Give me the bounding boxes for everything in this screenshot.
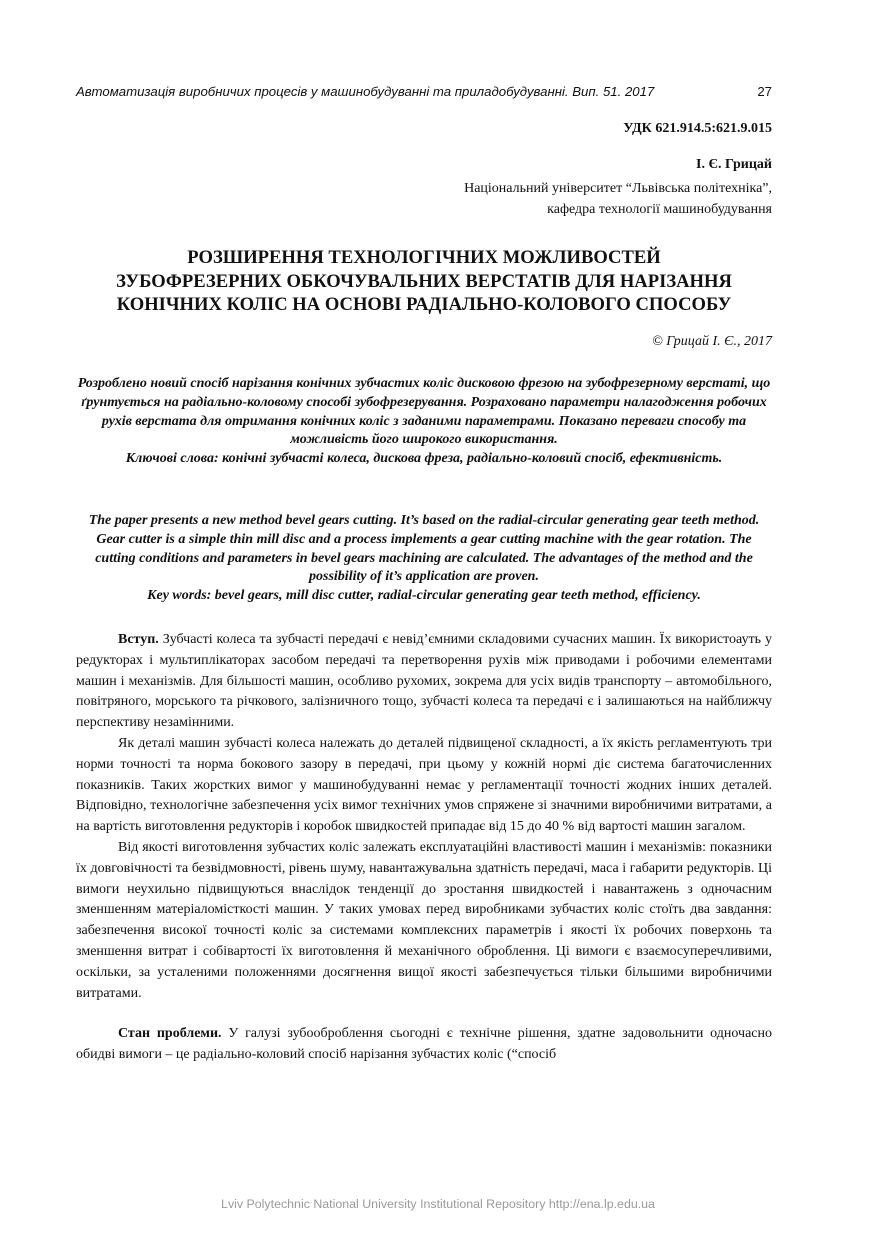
udc-code: УДК 621.914.5:621.9.015 [623, 121, 772, 136]
author-name: І. Є. Грицай [696, 157, 772, 172]
article-body [76, 630, 772, 1066]
journal-title: Автоматизація виробничих процесів у машинобудуванні та приладобудуванні. Вип. 51. 2017 [76, 84, 655, 99]
repository-footer: Lviv Polytechnic National University Institutional Repository http://ena.lp.edu.ua [221, 1197, 655, 1211]
affiliation-university: Національний університет “Львівська політехніка”, [464, 181, 772, 196]
running-header [76, 84, 772, 102]
paper-title [76, 246, 772, 317]
title-line-3: КОНІЧНИХ КОЛІС НА ОСНОВІ РАДІАЛЬНО-КОЛОВОГО СПОСОБУ [116, 294, 732, 315]
affiliation-department: кафедра технології машинобудування [547, 202, 772, 217]
problem-p1-text: У галузі зубооброблення сьогодні є технічне рішення, здатне задовольнити одночасно обидві вимоги – це радіально-коловий спосіб нарізання зубчастих коліс (“спосіб [76, 1026, 772, 1063]
abstract-ua-text: Розроблено новий спосіб нарізання конічних зубчастих коліс дисковою фрезою на зубофрезерному верстаті, що ґрунтується на радіально-коловому способі зубофрезерування. Розраховано параметри налагодження робочих рухів верстата для отримання конічних коліс з заданими параметрами. Показано переваги способу та можливість його широкого використання. [77, 376, 771, 448]
abstract-en-text: The paper presents a new method bevel gears cutting. It’s based on the radial-circular generating gear teeth method. Gear cutter is a simple thin mill disc and a process implements a gear cutting machine with the gear rotation. The cutting conditions and parameters in bevel gears machining are calculated. The advantages of the method and the possibility of it’s application are proven. [88, 513, 760, 585]
copyright-notice: © Грицай І. Є., 2017 [652, 334, 772, 349]
problem-paragraph-1 [76, 1024, 772, 1066]
abstract-en-keywords: Key words: bevel gears, mill disc cutter, radial-circular generating gear teeth method, efficiency. [147, 588, 701, 604]
title-line-1: РОЗШИРЕННЯ ТЕХНОЛОГІЧНИХ МОЖЛИВОСТЕЙ [187, 247, 661, 268]
intro-p1-text: Зубчасті колеса та зубчасті передачі є невід’ємними складовими сучасних машин. Їх використоауть у редукторах і мультиплікаторах засобом передачі та перетворення рухів між приводами і робочими елементами машин і механізмів. Для більшості машин, особливо рухомих, зокрема для усіх видів транспорту – автомобільного, повітряного, морського та річкового, залізничного тощо, зубчасті колеса та передачі є і залишаються на найближчу перспективу незамінними. [76, 632, 772, 731]
intro-paragraph-2: Як деталі машин зубчасті колеса належать до деталей підвищеної складності, а їх якість регламентують три норми точності та норма бокового зазору в передачі, при цьому у кожній нормі діє система багаточисленних показників. Таких жорстких вимог у машинобудуванні немає у регламентації точності жодних інших деталей. Відповідно, технологічне забезпечення усіх вимог технічних умов спряжене зі значними виробничими витратами, а на вартість виготовлення редукторів і коробок швидкостей припадає від 15 до 40 % від вартості машин загалом. [76, 735, 772, 835]
abstract-english [76, 512, 772, 606]
title-line-2: ЗУБОФРЕЗЕРНИХ ОБКОЧУВАЛЬНИХ ВЕРСТАТІВ ДЛЯ НАРІЗАННЯ [116, 270, 732, 292]
problem-heading: Стан проблеми. [118, 1026, 222, 1042]
author-affiliation [272, 178, 772, 220]
abstract-ua-keywords: Ключові слова: конічні зубчасті колеса, дискова фреза, радіально-коловий спосіб, ефективність. [125, 451, 723, 467]
intro-heading: Вступ. [118, 632, 159, 647]
abstract-ukrainian [76, 375, 772, 469]
intro-paragraph-1 [76, 630, 772, 734]
page-number: 27 [757, 84, 772, 99]
intro-paragraph-3: Від якості виготовлення зубчастих коліс залежать експлуатаційні властивості машин і механізмів: показники їх довговічності та безвідмовності, рівень шуму, навантажувальна здатність передачі, маса і габарити редукторів. Ці вимоги неухильно підвищуються внаслідок тенденції до зростання швидкостей і навантажень з одночасним зменшенням матеріаломісткості машин. У таких умовах перед виробниками зубчастих коліс стоїть два завдання: забезпечення високої точності коліс за системами комплексних параметрів і якості їх робочих поверхонь та зменшення витрат і собівартості їх виготовлення й механічного оброблення. Ці вимоги є взаємосуперечливими, оскільки, за усталеними положеннями досягнення вищої якості забезпечується тільки більшими виробничими витратами. [76, 839, 772, 1001]
